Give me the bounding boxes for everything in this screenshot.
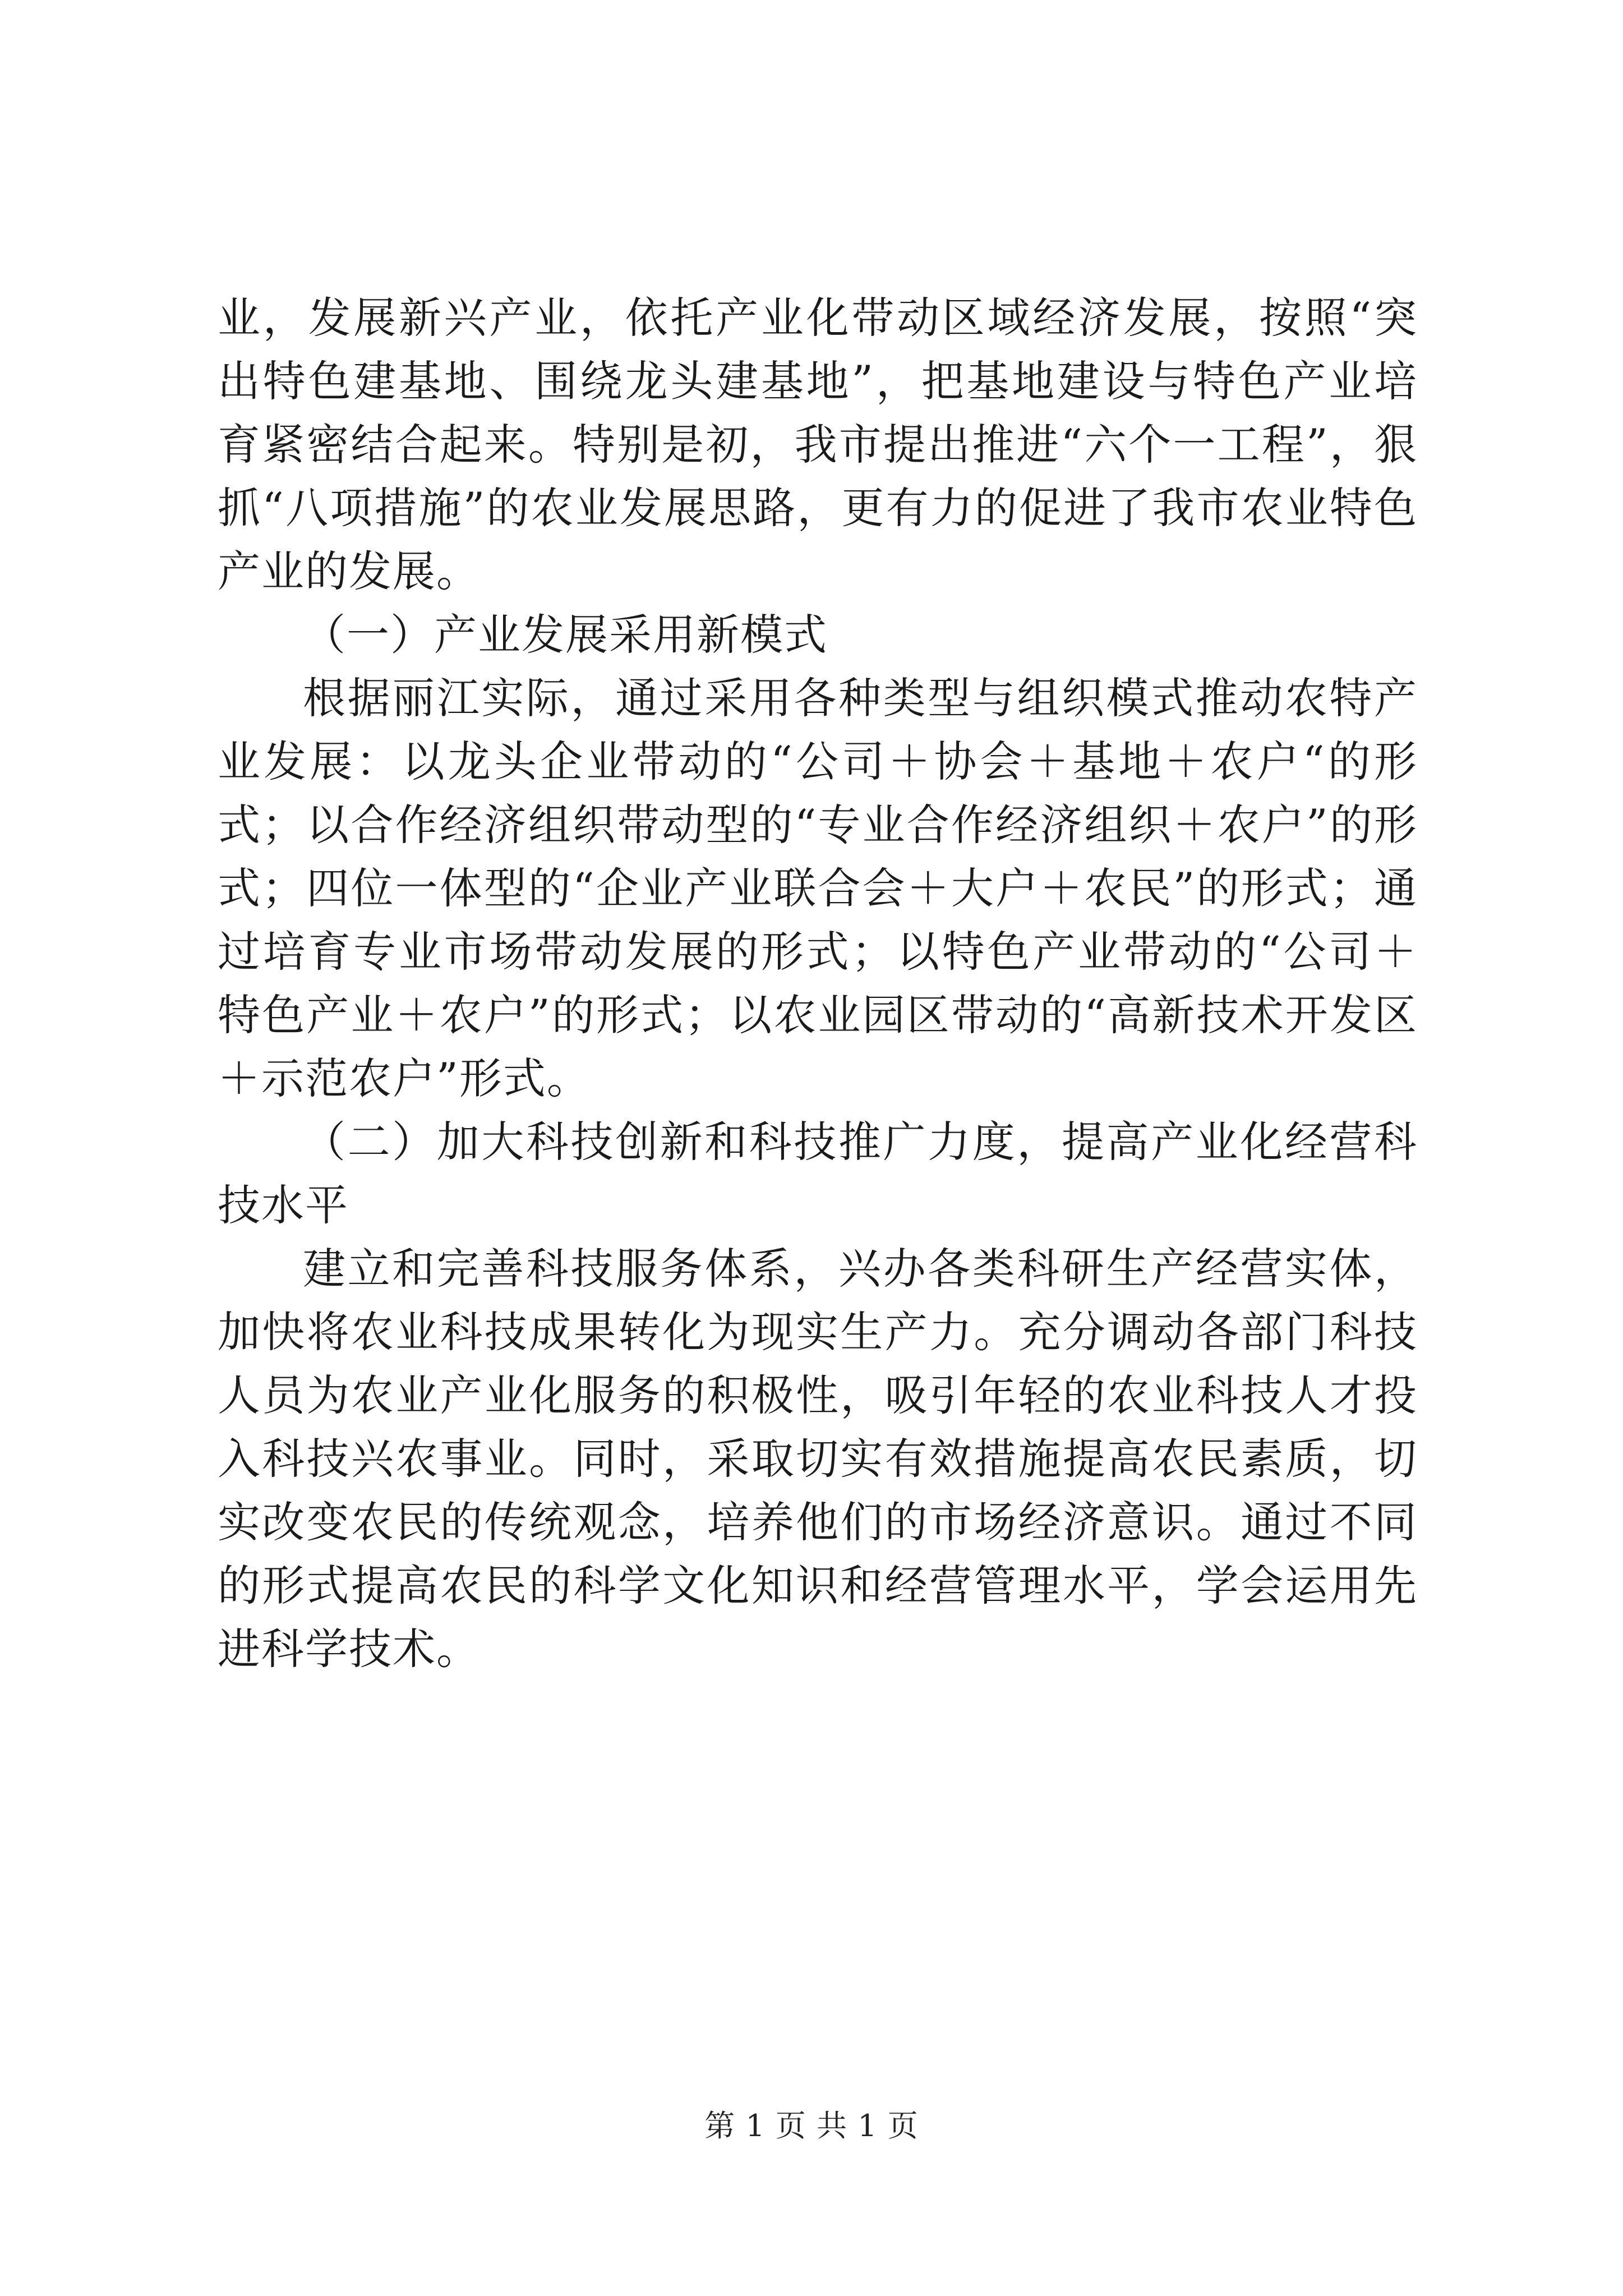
paragraph-technology: 建立和完善科技服务体系，兴办各类科研生产经营实体，加快将农业科技成果转化为现实生产力。充分调动各部门科技人员为农业产业化服务的积极性，吸引年轻的农业科技人才投入科技兴农事业。同时，采取切实有效措施提高农民素质，切实改变农民的传统观念，培养他们的市场经济意识。通过不同的形式提高农民的科学文化知识和经营管理水平，学会运用先进科学技术。 xyxy=(218,1244,1418,1674)
paragraph-continuation: 业，发展新兴产业，依托产业化带动区域经济发展，按照“突出特色建基地、围绕龙头建基地”，把基地建设与特色产业培育紧密结合起来。特别是初，我市提出推进“六个一工程”，狠抓“八项措施”的农业发展思路，更有力的促进了我市农业特色产业的发展。 xyxy=(218,293,1418,596)
section-heading-2: （二）加大科技创新和科技推广力度，提高产业化经营科技水平 xyxy=(218,1117,1418,1230)
paragraph-models: 根据丽江实际，通过采用各种类型与组织模式推动农特产业发展：以龙头企业带动的“公司＋协会＋基地＋农户“的形式；以合作经济组织带动型的“专业合作经济组织＋农户”的形式；四位一体型的“企业产业联合会＋大户＋农民”的形式；通过培育专业市场带动发展的形式；以特色产业带动的“公司＋特色产业＋农户”的形式；以农业园区带动的“高新技术开发区＋示范农户”形式。 xyxy=(218,673,1418,1103)
document-body xyxy=(218,286,1418,1681)
page-footer: 第 1 页 共 1 页 xyxy=(704,2108,919,2143)
section-heading-1: （一）产业发展采用新模式 xyxy=(303,610,828,660)
